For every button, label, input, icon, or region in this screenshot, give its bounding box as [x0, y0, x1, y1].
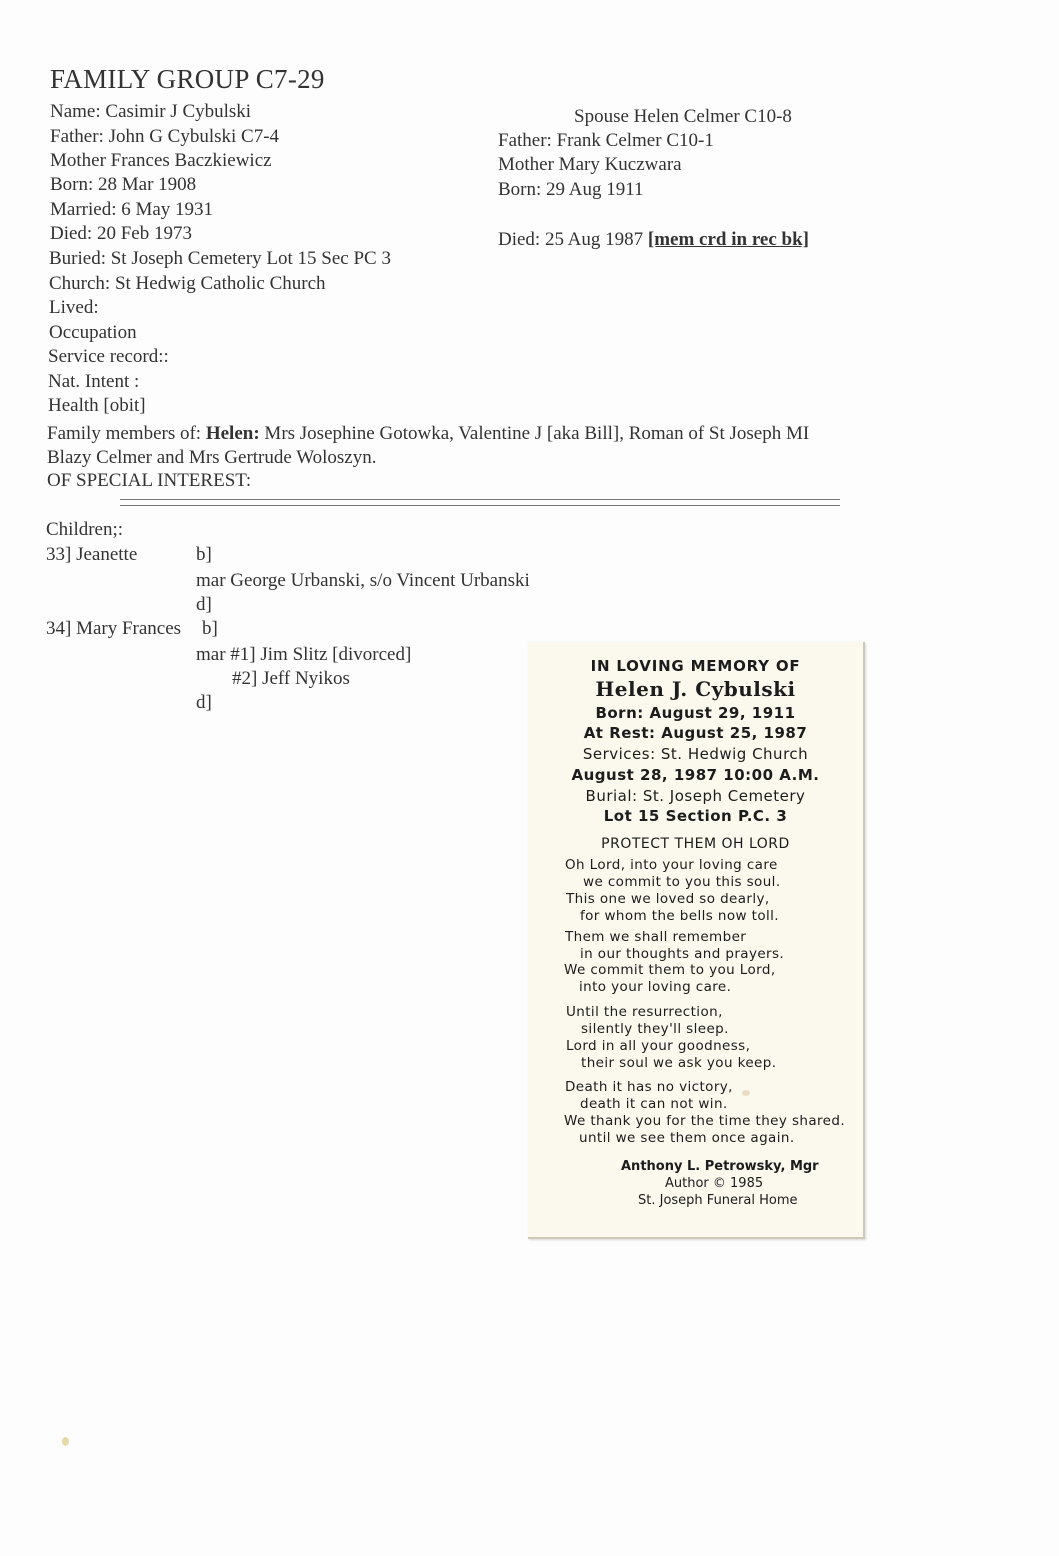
poem-line: their soul we ask you keep. [581, 1055, 777, 1071]
children-heading: Children;: [46, 519, 124, 540]
card-heading: IN LOVING MEMORY OF [590, 657, 801, 675]
poem-line: We commit them to you Lord, [564, 962, 776, 978]
paper-stain [62, 1437, 69, 1446]
poem-line: Death it has no victory, [565, 1079, 733, 1095]
husband-married: Married: 6 May 1931 [50, 199, 214, 220]
poem-line: into your loving care. [579, 979, 732, 995]
husband-born: Born: 28 Mar 1908 [50, 174, 197, 195]
spouse-died-text: Died: 25 Aug 1987 [498, 229, 648, 250]
husband-father: Father: John G Cybulski C7-4 [50, 126, 280, 147]
card-service-date: August 28, 1987 10:00 A.M. [571, 766, 820, 784]
child-34-married-2: #2] Jeff Nyikos [232, 668, 350, 689]
husband-name: Name: Casimir J Cybulski [50, 101, 252, 122]
husband-occupation: Occupation [49, 322, 137, 343]
separator-line [120, 499, 840, 506]
card-poem-title: PROTECT THEM OH LORD [601, 836, 790, 852]
husband-died: Died: 20 Feb 1973 [50, 223, 192, 244]
child-33-married: mar George Urbanski, s/o Vincent Urbanski [196, 570, 530, 591]
memorial-card-note: [mem crd in rec bk] [647, 229, 810, 250]
poem-line: Lord in all your goodness, [566, 1038, 751, 1054]
poem-line: death it can not win. [580, 1096, 728, 1112]
special-interest-heading: OF SPECIAL INTEREST: [47, 470, 252, 491]
poem-line: for whom the bells now toll. [580, 908, 779, 924]
spouse-name: Spouse Helen Celmer C10-8 [574, 106, 792, 127]
card-services: Services: St. Hedwig Church [582, 745, 809, 763]
family-members-continued: Blazy Celmer and Mrs Gertrude Woloszyn. [47, 447, 377, 468]
poem-line: We thank you for the time they shared. [564, 1113, 846, 1129]
husband-health: Health [obit] [48, 395, 146, 416]
husband-mother: Mother Frances Baczkiewicz [50, 150, 272, 171]
poem-line: in our thoughts and prayers. [580, 946, 785, 962]
card-burial: Burial: St. Joseph Cemetery [585, 787, 806, 805]
husband-service-record: Service record:: [48, 346, 169, 367]
child-33-born: b] [196, 544, 212, 565]
child-34-married-1: mar #1] Jim Slitz [divorced] [196, 644, 412, 665]
family-members-label: Family members of: [47, 423, 206, 444]
husband-nat-intent: Nat. Intent : [48, 371, 140, 392]
child-34-born: b] [202, 618, 218, 639]
poem-line: Them we shall remember [565, 929, 747, 945]
family-members-name: Helen: [205, 423, 260, 444]
card-signature-manager: Anthony L. Petrowsky, Mgr [621, 1159, 819, 1174]
family-members-list: Mrs Josephine Gotowka, Valentine J [aka Bill], Roman of St Joseph MI [259, 423, 810, 444]
card-born: Born: August 29, 1911 [595, 704, 796, 722]
husband-lived: Lived: [49, 297, 99, 318]
poem-line: Until the resurrection, [566, 1004, 723, 1020]
page-title: FAMILY GROUP C7-29 [50, 64, 325, 94]
child-34-died: d] [196, 692, 212, 713]
child-34-name: 34] Mary Frances [46, 618, 182, 639]
spouse-father: Father: Frank Celmer C10-1 [498, 130, 714, 151]
child-33-died: d] [196, 594, 212, 615]
husband-buried: Buried: St Joseph Cemetery Lot 15 Sec PC 3 [49, 248, 391, 269]
spouse-mother: Mother Mary Kuczwara [498, 154, 682, 175]
card-deceased-name: Helen J. Cybulski [595, 677, 796, 701]
poem-line: until we see them once again. [579, 1130, 795, 1146]
husband-church: Church: St Hedwig Catholic Church [49, 273, 326, 294]
spouse-born: Born: 29 Aug 1911 [498, 179, 644, 200]
poem-line: Oh Lord, into your loving care [565, 857, 778, 873]
card-signature-funeral-home: St. Joseph Funeral Home [638, 1193, 798, 1208]
poem-line: This one we loved so dearly, [566, 891, 770, 907]
spouse-died [498, 228, 809, 252]
card-at-rest: At Rest: August 25, 1987 [583, 724, 808, 742]
poem-line: silently they'll sleep. [581, 1021, 729, 1037]
family-members-line [47, 422, 809, 446]
memorial-card [528, 642, 865, 1239]
card-lot-section: Lot 15 Section P.C. 3 [603, 807, 788, 825]
paper-stain [742, 1090, 750, 1096]
card-signature-author: Author © 1985 [665, 1176, 764, 1191]
poem-line: we commit to you this soul. [583, 874, 781, 890]
child-33-name: 33] Jeanette [46, 544, 138, 565]
